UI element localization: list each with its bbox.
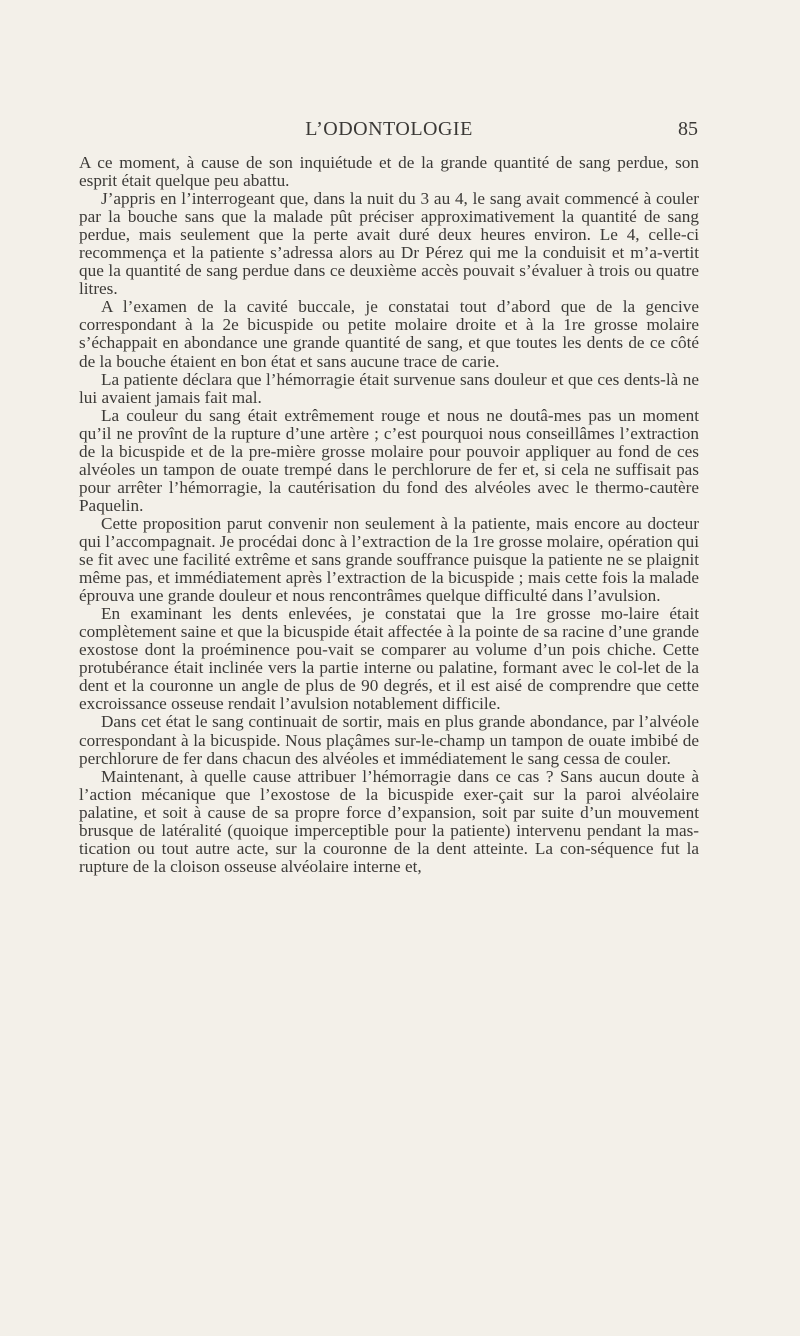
paragraph: Dans cet état le sang continuait de sortir, mais en plus grande abondance, par l’alvéole correspondant à la bicuspide. Nous plaçâmes sur-le-champ un tampon de ouate imbibé de perchlorure de fer dans chacun des alvéoles et immédiatement le sang cessa de couler. (79, 712, 699, 768)
page-number: 85 (678, 118, 698, 140)
paragraph: La patiente déclara que l’hémorragie était survenue sans douleur et que ces dents-là ne lui avaient jamais fait mal. (79, 369, 699, 407)
paragraph: Cette proposition parut convenir non seulement à la patiente, mais encore au docteur qui l’accompagnait. Je procédai donc à l’extraction de la 1re grosse molaire, opération qui se fit avec une facilité extrême et sans grande souffrance puisque la patiente ne se plaignit même pas, et immédiatement après l’extraction de la bicuspide ; mais cette fois la malade éprouva une grande douleur et nous rencontrâmes quelque difficulté dans l’avulsion. (79, 513, 699, 606)
paragraph: En examinant les dents enlevées, je constatai que la 1re grosse mo-laire était complètement saine et que la bicuspide était affectée à la pointe de sa racine d’une grande exostose dont la proéminence pou-vait se comparer au volume d’un pois chiche. Cette protubérance était inclinée vers la partie interne ou palatine, formant avec le col-let de la dent et la couronne un angle de plus de 90 degrés, et il est aisé de comprendre que cette excroissance osseuse rendait l’avulsion notablement difficile. (79, 604, 699, 714)
paragraph: Maintenant, à quelle cause attribuer l’hémorragie dans ce cas ? Sans aucun doute à l’action mécanique que l’exostose de la bicuspide exer-çait sur la paroi alvéolaire palatine, et soit à cause de sa propre force d’expansion, soit par suite d’un mouvement brusque de latéralité (quoique imperceptible pour la patiente) intervenu pendant la mas-tication ou tout autre acte, sur la couronne de la dent atteinte. La con-séquence fut la rupture de la cloison osseuse alvéolaire interne et, (79, 766, 699, 876)
paragraph: A ce moment, à cause de son inquiétude et de la grande quantité de sang perdue, son esprit était quelque peu abattu. (79, 153, 699, 191)
paragraph: J’appris en l’interrogeant que, dans la nuit du 3 au 4, le sang avait commencé à couler par la bouche sans que la malade pût préciser approximativement la quantité de sang perdue, mais seulement que la perte avait duré deux heures environ. Le 4, celle-ci recommença et la patiente s’adressa alors au Dr Pérez qui me la conduisit et m’a-vertit que la quantité de sang perdue dans ce deuxième accès pouvait s’évaluer à trois ou quatre litres. (79, 189, 699, 299)
article-body (79, 154, 699, 876)
paragraph: A l’examen de la cavité buccale, je constatai tout d’abord que de la gencive correspondant à la 2e bicuspide ou petite molaire droite et à la 1re grosse molaire s’échappait en abondance une grande quantité de sang, et que toutes les dents de ce côté de la bouche étaient en bon état et sans aucune trace de carie. (79, 297, 699, 371)
paragraph: La couleur du sang était extrêmement rouge et nous ne doutâ-mes pas un moment qu’il ne provînt de la rupture d’une artère ; c’est pourquoi nous conseillâmes l’extraction de la bicuspide et de la pre-mière grosse molaire pour pouvoir appliquer au fond de ces alvéoles un tampon de ouate trempé dans le perchlorure de fer et, si cela ne suffisait pas pour arrêter l’hémorragie, la cautérisation du fond des alvéoles avec le thermo-cautère Paquelin. (79, 405, 699, 515)
journal-title: L’ODONTOLOGIE (305, 118, 473, 140)
running-header (80, 118, 698, 146)
